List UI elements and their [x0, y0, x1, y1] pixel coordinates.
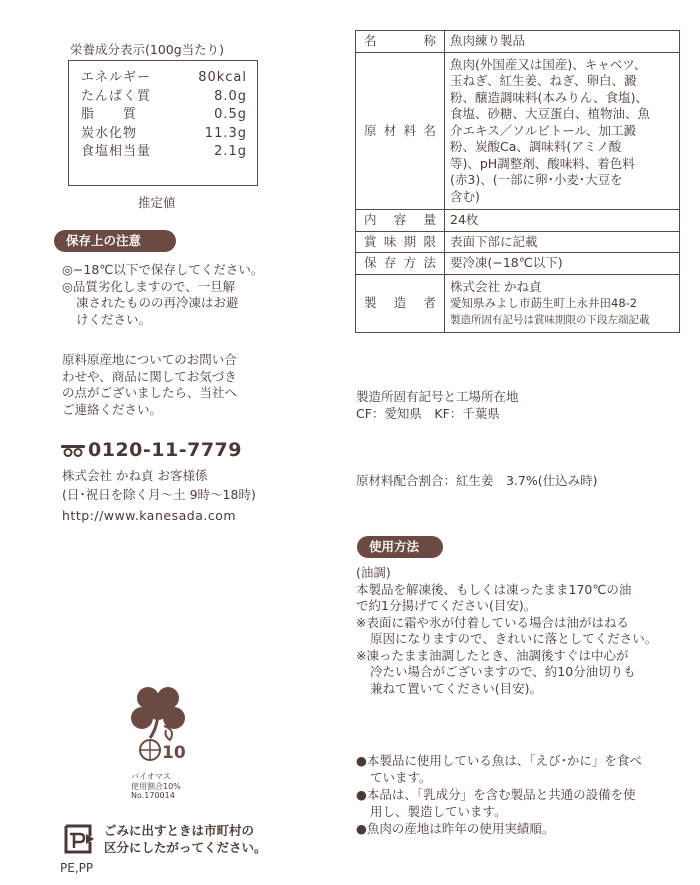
factory-codes — [356, 388, 519, 422]
table-row — [356, 274, 680, 333]
nutrition-value: 11.3g — [204, 125, 247, 141]
expiry-value: 表面下部に記載 — [445, 231, 680, 253]
biomass-label — [131, 772, 181, 801]
ingredients-line: 食塩、砂糖、大豆蛋白、植物油、魚 — [450, 106, 651, 121]
nutrition-value: 0.5g — [214, 107, 247, 122]
inquiry-line: 原料原産地についてのお問い合 — [62, 352, 237, 367]
plastic-recycle-icon — [60, 822, 96, 856]
disposal-line: 区分にしたがってください。 — [104, 840, 267, 855]
maker-address: 愛知県みよし市莇生町上永井田48-2 — [450, 296, 638, 310]
table-row — [356, 231, 680, 253]
nutrition-row — [81, 88, 247, 107]
ingredients-label: 原材料名 — [356, 52, 445, 210]
nutrition-title: 栄養成分表示(100g当たり) — [70, 42, 225, 57]
storage-line: ◎品質劣化しますので、一旦解 — [62, 278, 236, 294]
ingredients-line: 粉、炭酸Ca、調味料(アミノ酸 — [450, 139, 622, 154]
nutrition-value: 2.1g — [214, 144, 247, 159]
storage-badge: 保存上の注意 — [54, 230, 176, 252]
usage-instructions — [356, 565, 686, 697]
inquiry-text — [62, 352, 282, 418]
nutrition-table — [68, 60, 258, 186]
storage-line: 凍されたものの再冷凍はお避 — [76, 295, 239, 310]
nutrition-label: エネルギー — [81, 70, 152, 85]
usage-line: で約1分揚げてください(目安)。 — [356, 598, 537, 613]
storage-line: ◎−18℃以下で保存してください。 — [62, 262, 264, 277]
table-row — [356, 31, 680, 53]
note-line: ●本品は、「乳成分」を含む製品と共通の設備を使 — [356, 787, 636, 802]
storage-notes — [62, 262, 282, 328]
company-contact: 株式会社 かね貞 お客様係 — [62, 468, 208, 483]
ingredients-line: 介エキス／ソルビトール、加工澱 — [450, 122, 637, 138]
biomass-line: No.170014 — [131, 791, 175, 800]
note-line: ています。 — [370, 770, 432, 785]
maker-note: 製造所固有記号は賞味期限の下段左端記載 — [450, 313, 650, 326]
name-value: 魚肉練り製品 — [445, 31, 680, 53]
ingredients-line: 含む) — [450, 188, 480, 204]
nutrition-label: 炭水化物 — [81, 125, 138, 141]
maker-label: 製 造 者 — [356, 274, 445, 333]
nutrition-label: たんぱく質 — [81, 88, 152, 104]
disposal-line: ごみに出すときは市町村の — [104, 823, 255, 838]
ingredients-line: 等)、pH調整剤、酸味料、着色料 — [450, 155, 635, 171]
business-hours: (日･祝日を除く月〜土 9時〜18時) — [62, 487, 256, 502]
factory-codes-title: 製造所固有記号と工場所在地 — [356, 389, 519, 404]
storage-line: けください。 — [76, 311, 152, 327]
content-label: 内 容 量 — [356, 210, 445, 232]
usage-line: 兼ねて置いてください(目安)。 — [370, 680, 542, 696]
allergen-notes — [356, 752, 686, 837]
biomass-line: バイオマス — [131, 772, 171, 781]
phone-number[interactable] — [60, 439, 242, 461]
nutrition-row — [81, 69, 247, 88]
website-link[interactable]: http://www.kanesada.com — [62, 508, 237, 523]
nutrition-value: 80kcal — [198, 70, 247, 85]
table-row — [356, 253, 680, 275]
content-value: 24枚 — [445, 210, 680, 232]
ingredient-ratio: 原材料配合割合：紅生姜 3.7%(仕込み時) — [356, 473, 598, 488]
maker-company: 株式会社 かね貞 — [450, 278, 542, 294]
name-label: 名 称 — [356, 31, 445, 53]
maker-value — [445, 274, 680, 333]
table-row — [356, 52, 680, 210]
inquiry-line: わせや、商品に関してお気づき — [62, 368, 237, 384]
note-line: 用し、製造しています。 — [370, 804, 507, 819]
inquiry-line: ご連絡ください。 — [62, 401, 163, 417]
storage-method-label: 保存方法 — [356, 253, 445, 275]
usage-line: 冷たい場合がございますので、約10分油切りも — [370, 664, 636, 679]
ingredients-line: (赤3)、(一部に卵･小麦･大豆を — [450, 172, 623, 187]
nutrition-row — [81, 143, 247, 162]
disposal-note — [104, 822, 267, 856]
biomass-line: 使用割合10% — [131, 781, 181, 791]
nutrition-value: 8.0g — [214, 88, 247, 104]
ingredients-value — [445, 52, 680, 210]
usage-line: ※凍ったまま油調したとき、油調後すぐは中心が — [356, 647, 629, 663]
storage-method-value: 要冷凍(−18℃以下) — [445, 253, 680, 275]
product-info-table — [355, 30, 680, 333]
material-label: PE,PP — [60, 861, 94, 875]
usage-line: ※表面に霜や氷が付着している場合は油がはねる — [356, 614, 629, 630]
freedial-icon — [60, 443, 86, 457]
note-line: ●本製品に使用している魚は、「えび･かに」を食べ — [356, 753, 642, 768]
usage-badge: 使用方法 — [357, 536, 443, 558]
usage-line: (油調) — [356, 565, 391, 580]
table-row — [356, 210, 680, 232]
nutrition-label: 脂 質 — [81, 107, 138, 122]
biomass-number: 10 — [162, 743, 186, 763]
expiry-label: 賞味期限 — [356, 231, 445, 253]
nutrition-label: 食塩相当量 — [81, 144, 152, 159]
usage-line: 本製品を解凍後、もしくは凍ったまま170℃の油 — [356, 581, 632, 597]
inquiry-line: の点がございましたら、当社へ — [62, 385, 238, 400]
ingredients-line: 玉ねぎ、紅生姜、ねぎ、卵白、澱 — [450, 73, 637, 88]
factory-codes-list: CF：愛知県 KF：千葉県 — [356, 406, 500, 421]
ingredients-line: 魚肉(外国産又は国産)、キャベツ、 — [450, 56, 647, 72]
nutrition-note: 推定値 — [138, 195, 176, 210]
nutrition-row — [81, 106, 247, 125]
phone-text: 0120-11-7779 — [88, 439, 242, 461]
ingredients-line: 粉、醸造調味料(本みりん、食塩)、 — [450, 89, 649, 105]
usage-line: 原因になりますので、きれいに落としてください。 — [370, 631, 658, 646]
note-line: ●魚肉の産地は昨年の使用実績順。 — [356, 821, 555, 836]
nutrition-row — [81, 125, 247, 144]
